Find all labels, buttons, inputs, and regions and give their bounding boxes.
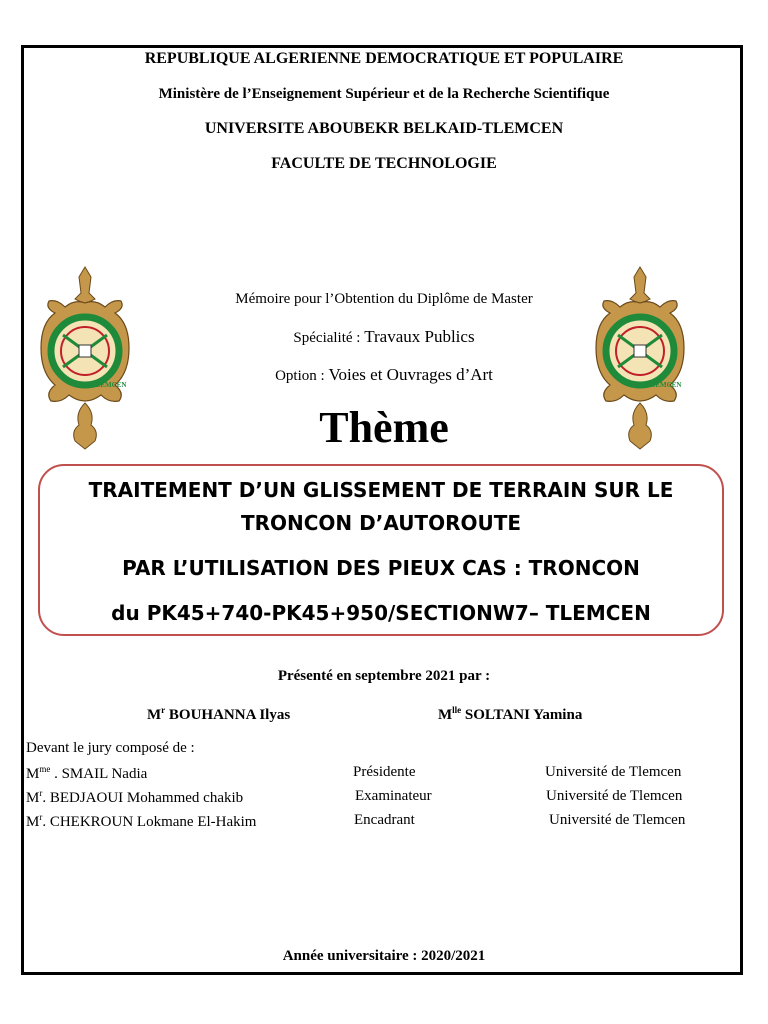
author-1: $M^r$ BOUHANNA Ilyas <box>147 705 291 723</box>
option-label: Option : <box>275 368 329 384</box>
thesis-title-line-1: TRAITEMENT D’UN GLISSEMENT DE TERRAIN SUR LE <box>88 478 674 502</box>
logo-caption: TLEMCEN <box>91 381 127 389</box>
ministry-heading: Ministère de l’Enseignement Supérieur et de la Recherche Scientifique <box>158 86 610 102</box>
thesis-title-line-2: TRONCON D’AUTOROUTE <box>240 511 522 535</box>
jury-member-role: Encadrant <box>354 812 415 828</box>
author-2: $M^{lle}$ SOLTANI Yamina <box>438 705 583 723</box>
jury-member-university: Université de Tlemcen <box>546 788 683 804</box>
option-line <box>0 365 768 385</box>
jury-member-university: Université de Tlemcen <box>549 812 686 828</box>
speciality-value: Travaux Publics <box>364 327 475 346</box>
republic-heading: REPUBLIQUE ALGERIENNE DEMOCRATIQUE ET POPULAIRE <box>144 50 624 67</box>
jury-intro: Devant le jury composé de : <box>26 740 195 756</box>
jury-member-role: Présidente <box>353 764 416 780</box>
speciality-line <box>0 327 768 347</box>
jury-member-university: Université de Tlemcen <box>545 764 682 780</box>
faculty-heading: FACULTE DE TECHNOLOGIE <box>271 155 497 172</box>
option-value: Voies et Ouvrages d’Art <box>328 365 493 384</box>
thesis-title-line-3: PAR L’UTILISATION DES PIEUX CAS : TRONCON <box>122 556 640 580</box>
university-heading: UNIVERSITE ABOUBEKR BELKAID-TLEMCEN <box>204 120 564 137</box>
thesis-title-line-4: du PK45+740-PK45+950/SECTIONW7– TLEMCEN <box>111 601 651 625</box>
jury-member-name: $M^r$. BEDJAOUI Mohammed chakib <box>26 788 244 806</box>
jury-member-name: $M^{me}$ . SMAIL Nadia <box>26 764 148 782</box>
theme-heading: Thème <box>319 403 449 452</box>
jury-member-name: $M^r$. CHEKROUN Lokmane El-Hakim <box>26 812 257 830</box>
speciality-label: Spécialité : <box>293 330 365 346</box>
presented-by: Présenté en septembre 2021 par : <box>277 668 491 684</box>
memoire-text: Mémoire pour l’Obtention du Diplôme de Master <box>235 291 533 307</box>
academic-year: Année universitaire : 2020/2021 <box>282 948 486 964</box>
logo-caption: TLEMCEN <box>646 381 682 389</box>
jury-member-role: Examinateur <box>355 788 432 804</box>
